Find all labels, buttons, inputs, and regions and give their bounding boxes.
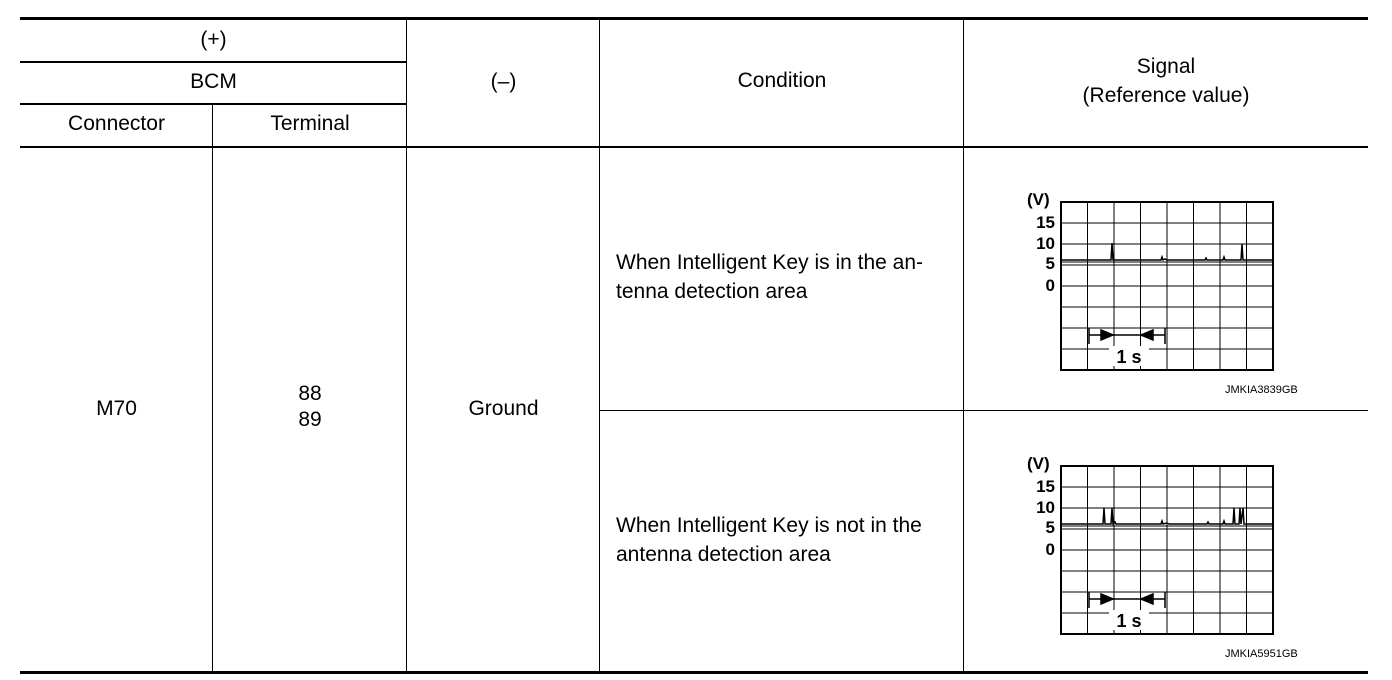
cell-terminal-2: 89	[298, 408, 322, 431]
scope-time-label: 1 s	[1116, 611, 1142, 631]
header-signal-title: Signal	[1136, 55, 1196, 78]
rule-col-minus	[599, 18, 600, 672]
scope-grid	[1061, 202, 1273, 370]
scope-y-tick: 0	[1045, 276, 1055, 295]
rule-header-bottom	[20, 146, 1368, 148]
rule-bcm-sub	[20, 103, 407, 105]
scope-y-tick: 10	[1036, 234, 1055, 253]
condition-1	[616, 248, 961, 306]
condition-1-line1: When Intelligent Key is in the an-	[616, 251, 924, 274]
rule-plus-bcm	[20, 61, 407, 63]
time-scale-marker	[1089, 328, 1165, 344]
rule-top	[20, 17, 1368, 20]
scope-y-tick: 15	[1036, 477, 1055, 496]
header-bcm: BCM	[190, 70, 237, 93]
cell-terminal	[213, 381, 407, 433]
scope-y-tick: 5	[1045, 518, 1055, 537]
condition-2	[616, 511, 961, 569]
scope-y-tick: 0	[1045, 540, 1055, 559]
rule-col-condition	[963, 18, 964, 672]
condition-1-line2: tenna detection area	[616, 280, 808, 303]
cell-minus: Ground	[468, 397, 539, 420]
scope-2-figure-id: JMKIA5951GB	[1225, 648, 1298, 660]
scope-1-figure-id: JMKIA3839GB	[1225, 384, 1298, 396]
scope-figure-1	[1025, 188, 1285, 378]
header-minus: (–)	[490, 70, 517, 93]
time-scale-marker	[1089, 592, 1165, 608]
header-plus: (+)	[200, 28, 227, 51]
header-connector: Connector	[68, 112, 165, 135]
scope-figure-2	[1025, 452, 1285, 642]
cell-connector: M70	[96, 397, 137, 420]
header-signal	[964, 54, 1368, 109]
header-signal-subtitle: (Reference value)	[1082, 84, 1250, 107]
header-condition: Condition	[737, 69, 827, 92]
condition-2-line2: antenna detection area	[616, 543, 831, 566]
scope-unit-label: (V)	[1027, 190, 1050, 209]
scope-y-tick: 15	[1036, 213, 1055, 232]
scope-unit-label: (V)	[1027, 454, 1050, 473]
scope-time-label: 1 s	[1116, 347, 1142, 367]
header-terminal: Terminal	[270, 112, 350, 135]
scope-y-tick: 5	[1045, 254, 1055, 273]
rule-bottom	[20, 671, 1368, 674]
oscilloscope-graph-1	[1025, 188, 1285, 378]
rule-row-divider	[600, 410, 1368, 411]
condition-2-line1: When Intelligent Key is not in the	[616, 514, 922, 537]
oscilloscope-graph-2	[1025, 452, 1285, 642]
cell-terminal-1: 88	[298, 382, 322, 405]
scope-grid	[1061, 466, 1273, 634]
scope-y-tick: 10	[1036, 498, 1055, 517]
